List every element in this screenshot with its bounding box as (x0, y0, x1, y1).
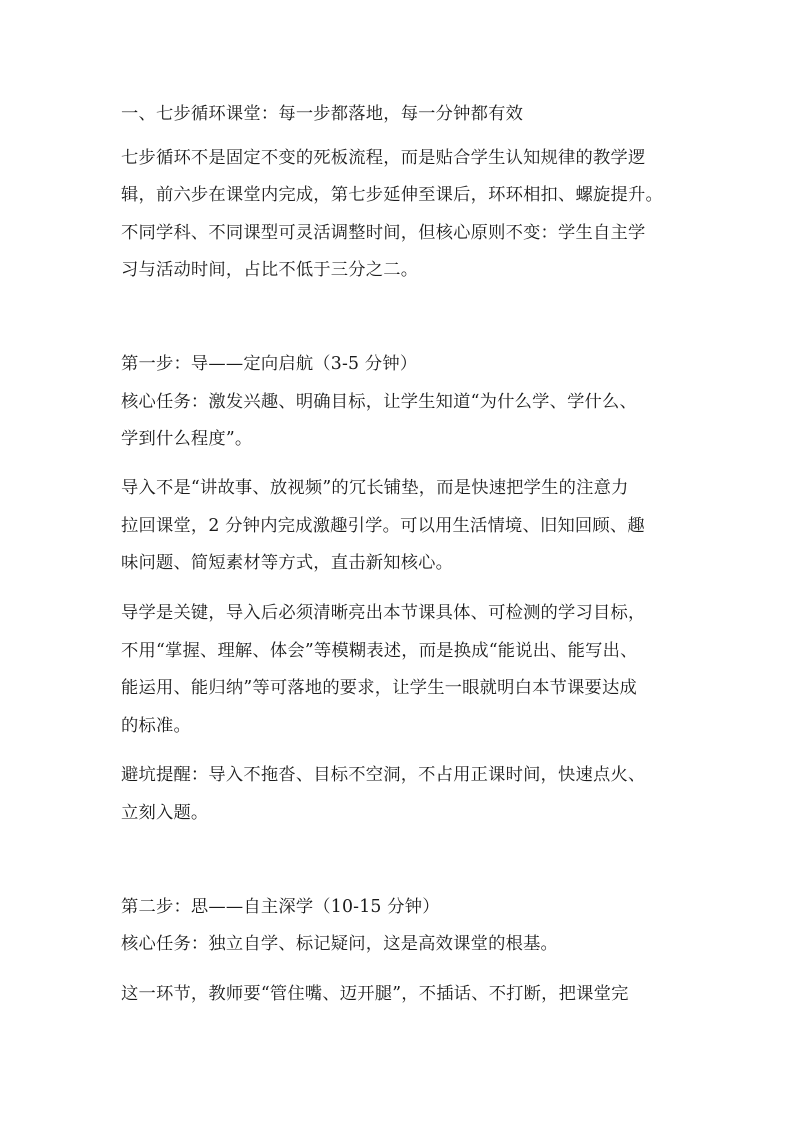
step1-tip-line: 避坑提醒：导入不拖沓、目标不空洞，不占用正课时间，快速点火、 (121, 765, 646, 785)
step1-para2-line: 的标准。 (121, 716, 191, 736)
intro-line: 七步循环不是固定不变的死板流程，而是贴合学生认知规律的教学逻 (121, 148, 646, 168)
step1-para2-line: 导学是关键，导入后必须清晰亮出本节课具体、可检测的学习目标， (121, 603, 646, 623)
step2-task-line: 核心任务：独立自学、标记疑问，这是高效课堂的根基。 (121, 934, 559, 954)
step1-tip-line: 立刻入题。 (121, 803, 209, 823)
step1-para2-line: 能运用、能归纳”等可落地的要求，让学生一眼就明白本节课要达成 (121, 678, 637, 698)
step1-title: 第一步：导——定向启航（3-5 分钟） (121, 354, 418, 374)
step2-para1-line: 这一环节，教师要“管住嘴、迈开腿”，不插话、不打断，把课堂完 (121, 984, 629, 1004)
section-heading: 一、七步循环课堂：每一步都落地，每一分钟都有效 (121, 104, 524, 124)
step2-title: 第二步：思——自主深学（10-15 分钟） (121, 897, 440, 917)
step1-task-line: 核心任务：激发兴趣、明确目标，让学生知道“为什么学、学什么、 (121, 392, 637, 412)
step1-para2-line: 不用“掌握、理解、体会”等模糊表述，而是换成“能说出、能写出、 (121, 641, 638, 661)
step1-task-line: 学到什么程度”。 (121, 429, 253, 449)
intro-line: 辑，前六步在课堂内完成，第七步延伸至课后，环环相扣、螺旋提升。 (121, 185, 663, 205)
step1-para1-line: 导入不是“讲故事、放视频”的冗长铺垫，而是快速把学生的注意力 (121, 478, 629, 498)
intro-line: 不同学科、不同课型可灵活调整时间，但核心原则不变：学生自主学 (121, 223, 646, 243)
step1-para1-line: 味问题、简短素材等方式，直击新知核心。 (121, 553, 454, 573)
intro-line: 习与活动时间，占比不低于三分之二。 (121, 260, 419, 280)
step1-para1-line: 拉回课堂，2 分钟内完成激趣引学。可以用生活情境、旧知回顾、趣 (121, 516, 645, 536)
